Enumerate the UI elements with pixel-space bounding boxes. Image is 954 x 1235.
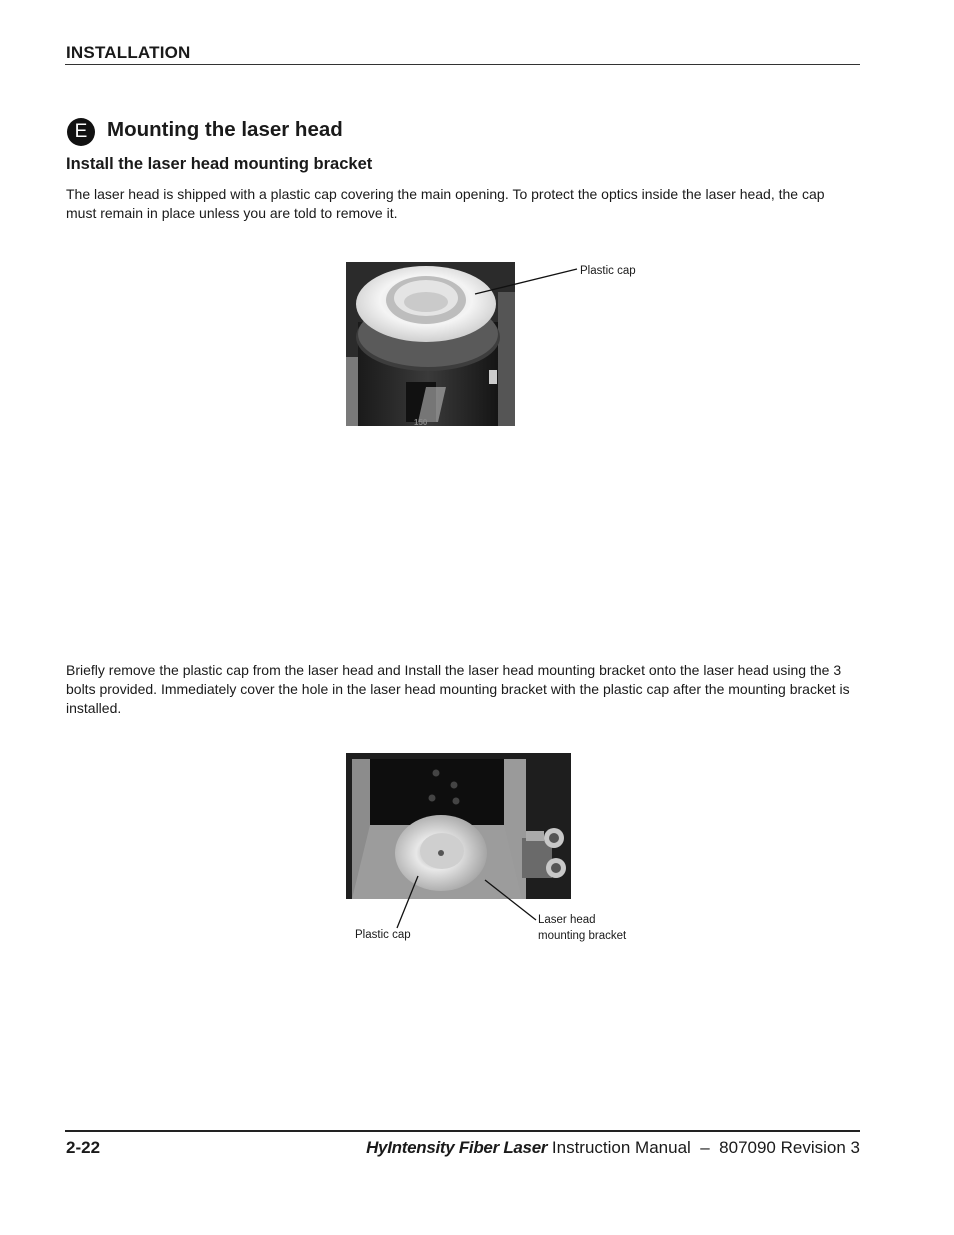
- callout-mounting-bracket-line1: Laser head: [538, 914, 596, 926]
- footer-product: HyIntensity Fiber Laser: [366, 1138, 548, 1157]
- section-title: Mounting the laser head: [107, 118, 343, 141]
- paragraph-intro: The laser head is shipped with a plastic cap covering the main opening. To protect the optics inside the laser head, the cap must remain in place unless you are told to remove it.: [66, 186, 825, 222]
- section-header: INSTALLATION: [66, 43, 191, 62]
- footer-title: [366, 1138, 860, 1158]
- svg-text:150: 150: [414, 418, 428, 426]
- callout-mounting-bracket: [538, 913, 626, 944]
- callout-leaders-fig2: [390, 870, 550, 930]
- footer-rule: [65, 1130, 860, 1132]
- subsection-title: Install the laser head mounting bracket: [66, 155, 373, 173]
- callout-mounting-bracket-line2: mounting bracket: [538, 929, 627, 942]
- paragraph-instructions: Briefly remove the plastic cap from the laser head and Install the laser head mounting bracket onto the laser head using the 3 bolts provided. Immediately cover the hole in the laser head mounting bracket with the plastic cap after the mounting bracket is installed.: [66, 662, 850, 717]
- footer-doc: Instruction Manual – 807090 Revision 3: [547, 1138, 860, 1157]
- callout-plastic-cap-2: Plastic cap: [355, 929, 411, 941]
- step-badge: E: [67, 118, 95, 146]
- page-number: 2-22: [66, 1138, 101, 1157]
- callout-plastic-cap-1: Plastic cap: [580, 265, 636, 277]
- callout-leader-cap-1: [460, 262, 590, 302]
- header-rule: [65, 64, 860, 65]
